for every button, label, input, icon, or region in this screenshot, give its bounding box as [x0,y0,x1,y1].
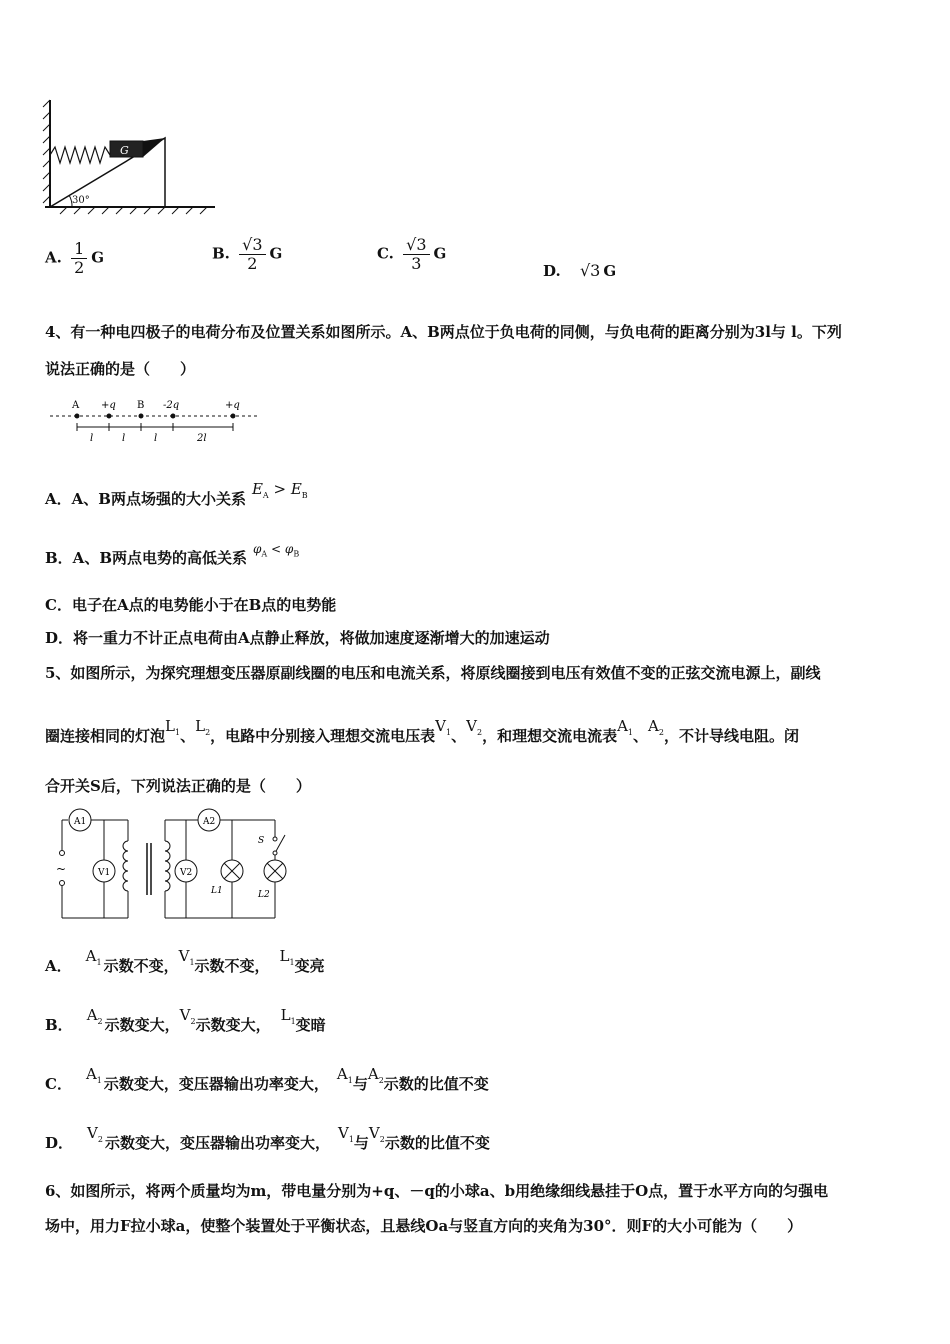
q5-stem-line1: 5、如图所示，为探究理想变压器原副线圈的电压和电流关系，将原线圈接到电压有效值不变的正弦交流电源上，副线 [45,664,821,682]
q5-option-b[interactable]: B．$A_2$ 示数变大，$V_2$示数变大，$L_1$变暗 [45,1006,326,1034]
point-b [139,414,144,419]
symbol-l2: $L_2$ [195,717,211,737]
block-label: G [120,144,129,157]
svg-text:A1: A1 [74,817,87,827]
point-minus-2q [171,414,176,419]
symbol-v2: $V_2$ [466,717,483,737]
q4-option-d[interactable]: D．将一重力不计正点电荷由A点静止释放，将做加速度逐渐增大的加速运动 [45,629,550,647]
svg-text:L1: L1 [211,886,223,896]
quadrupole-figure [45,395,270,450]
q4-option-c[interactable]: C．电子在A点的电势能小于在B点的电势能 [45,596,337,614]
formula-phia-lt-phib: φA < φB [253,542,300,559]
fraction: $\frac{1}{2}$ [71,240,87,277]
q5-option-d[interactable]: D．$V_2$ 示数变大，变压器输出功率变大，$V_1$与$V_2$示数的比值不变 [45,1124,490,1152]
q3-option-a[interactable]: A. $\frac{1}{2}$ G [45,239,105,277]
svg-text:2l: 2l [197,433,207,444]
q4-stem-line2: 说法正确的是（ ） [45,360,196,378]
symbol-a2: $A_2$ [648,717,664,737]
symbol-v1: $V_1$ [435,717,452,737]
transformer-circuit-figure [50,805,305,925]
q6-stem-line2: 场中，用力F拉小球a，使整个装置处于平衡状态，且悬线Oa与竖直方向的夹角为30°．则F的大小可能为（ ） [45,1217,803,1235]
q4-option-a[interactable]: A．A、B两点场强的大小关系$E_A > E_B$ [45,480,308,508]
svg-text:+q: +q [101,400,116,411]
q3-option-b[interactable]: B. $\frac{√3}{2}$ G [212,235,283,273]
fraction: $\frac{√3}{3}$ [403,236,429,273]
svg-text:B: B [137,400,145,411]
point-plus-q2 [231,414,236,419]
svg-text:l: l [90,433,94,444]
symbol-a1: $A_1$ [617,717,634,737]
svg-text:V1: V1 [98,868,111,878]
svg-text:+q: +q [225,400,240,411]
svg-text:l: l [154,433,158,444]
angle-label: 30° [72,195,90,206]
q6-stem-line1: 6、如图所示，将两个质量均为m，带电量分别为+q、－q的小球a、b用绝缘细线悬挂于O点，置于水平方向的匀强电 [45,1182,829,1200]
q5-option-a[interactable]: A．$A_1$ 示数不变，$V_1$示数不变，$L_1$变亮 [45,947,325,975]
formula-ea-gt-eb: $E_A > E_B$ [251,480,308,500]
q3-option-d[interactable]: D. √3 G [543,261,617,280]
svg-text:L2: L2 [258,890,270,900]
svg-text:-2q: -2q [163,400,180,411]
point-plus-q1 [107,414,112,419]
q5-option-c[interactable]: C．$A_1$ 示数变大，变压器输出功率变大，$A_1$与$A_2$示数的比值不变 [45,1065,489,1093]
q4-stem-line1: 4、有一种电四极子的电荷分布及位置关系如图所示。A、B两点位于负电荷的同侧，与负电荷的距离分别为3l与 l。下列 [45,323,842,341]
svg-text:V2: V2 [180,868,193,878]
svg-text:l: l [122,433,126,444]
fraction: $\frac{√3}{2}$ [239,236,265,273]
q5-stem-line3: 合开关S后，下列说法正确的是（ ） [45,777,311,795]
q3-option-c[interactable]: C. $\frac{√3}{3}$ G [377,235,447,273]
svg-text:A2: A2 [203,817,216,827]
point-a [75,414,80,419]
q4-option-b[interactable]: B．A、B两点电势的高低关系 $^{\varphi_A < \varphi_B}$ [45,542,300,567]
svg-text:S: S [258,836,265,846]
incline-spring-figure [40,95,220,220]
q5-stem-line2: 圈连接相同的灯泡$L_1$、$L_2$，电路中分别接入理想交流电压表$V_1$、$V_2$，和理想交流电流表$A_1$、$A_2$，不计导线电阻。闭 [45,717,799,745]
symbol-l1: $L_1$ [165,717,181,737]
svg-text:~: ~ [56,862,67,876]
svg-text:A: A [72,400,80,411]
